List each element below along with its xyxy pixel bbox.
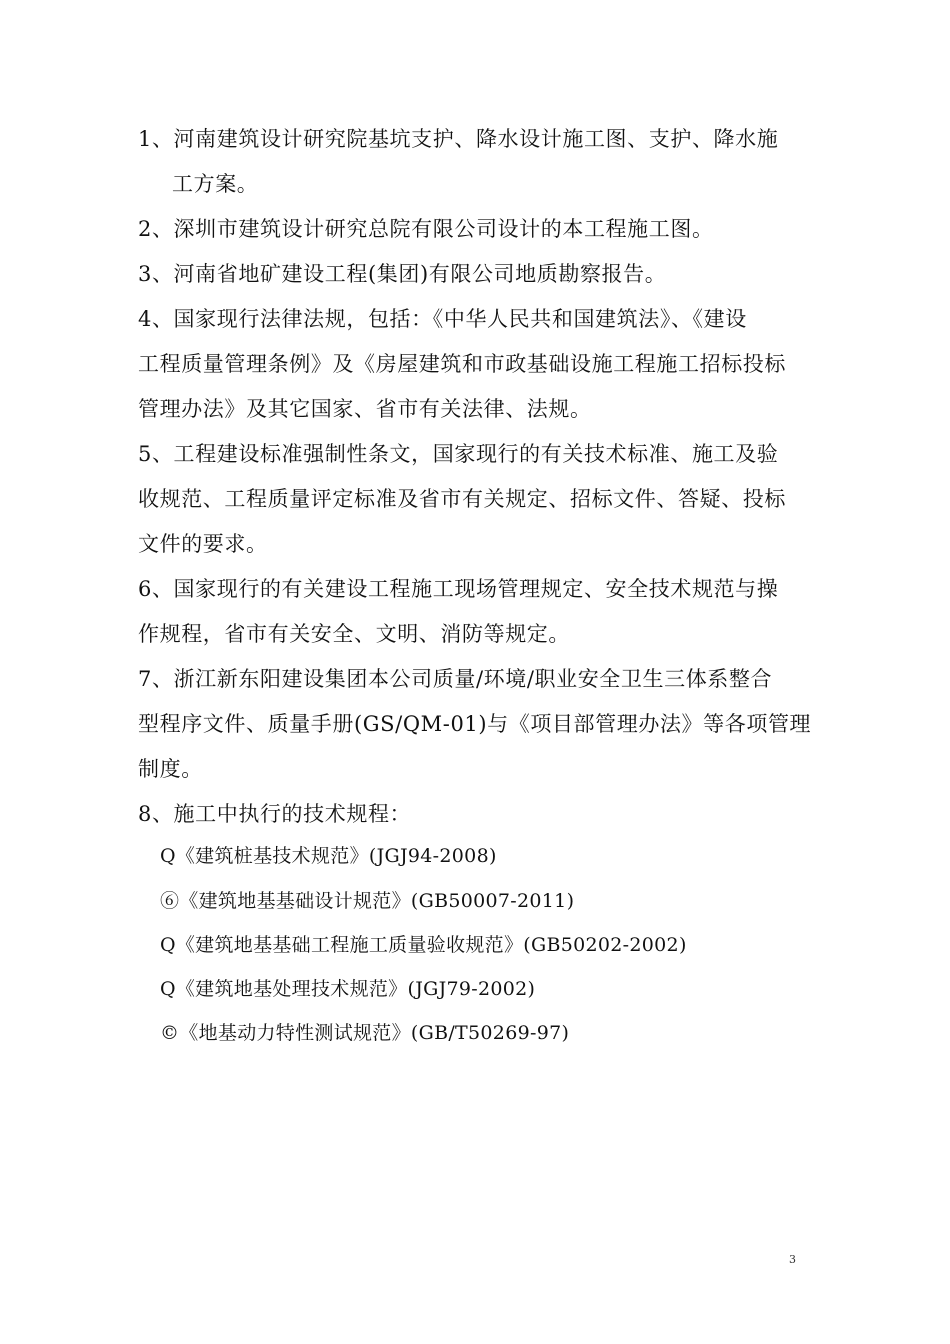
page-number: 3 xyxy=(789,1253,796,1266)
item-5-line-2: 收规范、工程质量评定标准及省市有关规定、招标文件、答疑、投标 xyxy=(138,487,786,511)
item-6-line-2: 作规程，省市有关安全、文明、消防等规定。 xyxy=(138,622,570,646)
item-2: 2、深圳市建筑设计研究总院有限公司设计的本工程施工图。 xyxy=(138,217,714,241)
item-4-line-3: 管理办法》及其它国家、省市有关法律、法规。 xyxy=(138,397,592,421)
item-7-line-1: 7、浙江新东阳建设集团本公司质量/环境/职业安全卫生三体系整合 xyxy=(138,667,773,691)
item-8: 8、施工中执行的技术规程： xyxy=(138,802,412,826)
standard-item: ⑥《建筑地基基础设计规范》(GB50007-2011) xyxy=(160,890,575,912)
standard-item: Q《建筑地基基础工程施工质量验收规范》(GB50202-2002) xyxy=(160,934,687,956)
standard-item: ©《地基动力特性测试规范》(GB/T50269-97) xyxy=(160,1022,570,1044)
item-1-line-2: 工方案。 xyxy=(172,172,259,196)
item-5-line-1: 5、工程建设标准强制性条文，国家现行的有关技术标准、施工及验 xyxy=(138,442,779,466)
item-6-line-1: 6、国家现行的有关建设工程施工现场管理规定、安全技术规范与操 xyxy=(138,577,779,601)
standard-item: Q《建筑桩基技术规范》(JGJ94-2008) xyxy=(160,845,497,867)
item-5-line-3: 文件的要求。 xyxy=(138,532,268,556)
item-4-line-1: 4、国家现行法律法规，包括：《中华人民共和国建筑法》、《建设 xyxy=(138,307,747,331)
item-7-line-2: 型程序文件、质量手册(GS/QM-01)与《项目部管理办法》等各项管理 xyxy=(138,712,812,736)
item-7-line-3: 制度。 xyxy=(138,757,203,781)
item-4-line-2: 工程质量管理条例》及《房屋建筑和市政基础设施工程施工招标投标 xyxy=(138,352,786,376)
standard-item: Q《建筑地基处理技术规范》(JGJ79-2002) xyxy=(160,978,536,1000)
item-1-line-1: 1、河南建筑设计研究院基坑支护、降水设计施工图、支护、降水施 xyxy=(138,127,779,151)
item-3: 3、河南省地矿建设工程(集团)有限公司地质勘察报告。 xyxy=(138,262,667,286)
